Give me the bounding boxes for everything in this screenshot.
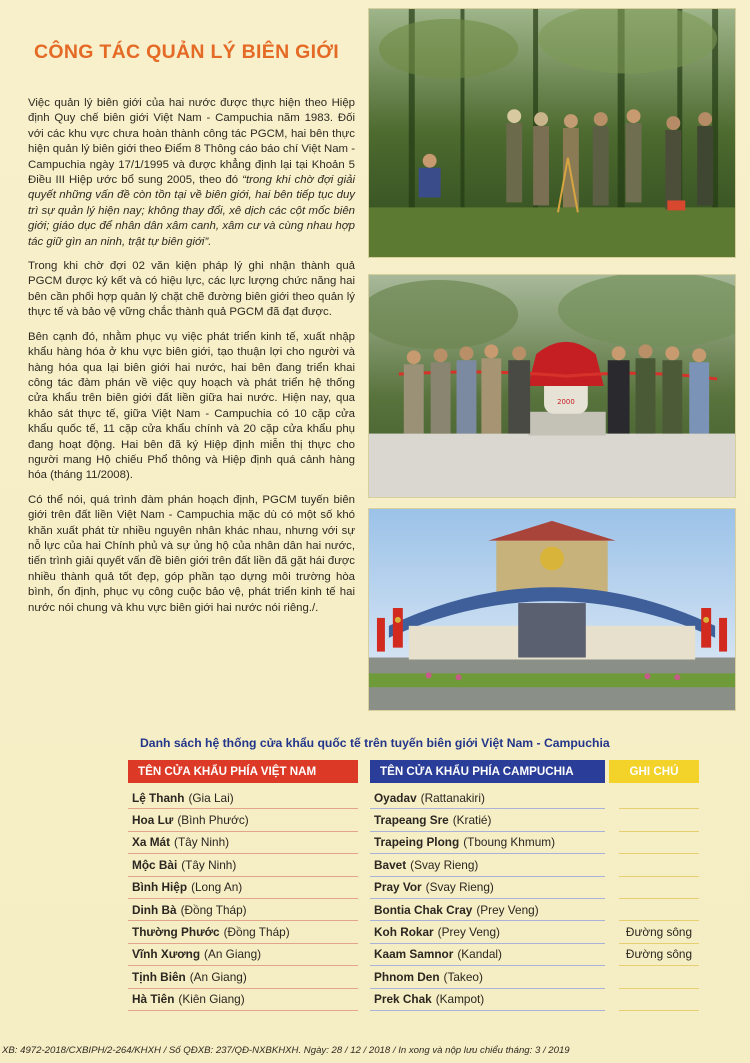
cambodia-gate-province: (Rattanakiri) [420,790,485,805]
cambodia-gate-cell [370,809,605,831]
vietnam-gate-cell [128,921,358,943]
paragraph-3: Bên cạnh đó, nhằm phục vụ việc phát triển kinh tế, xuất nhập khẩu hàng hóa ở khu vực biên giới, tạo thuận lợi cho người và hàng hóa qua lại biên giới hai nước, hai bên đang triển khai công tác đàm phán về việc quy hoạch và phát triển hệ thống cửa khẩu trên biên giới đất liền giữa hai nước. Hiện nay, qua khảo sát thực tế, giữa Việt Nam - Campuchia có 10 cặp cửa khẩu quốc tế, 11 cặp cửa khẩu chính và 20 cặp cửa khẩu phụ đang hoạt động. Hai bên đã ký Hiệp định miễn thị thực cho người mang Hộ chiếu Phổ thông và Hiệp định quá cảnh hàng hóa (tháng 11/2008). [28,330,355,482]
vietnam-gate-province: (Long An) [191,880,243,895]
cambodia-gate-province: (Kratié) [452,813,492,828]
note-cell [619,832,699,854]
cambodia-gate-cell [370,899,605,921]
vietnam-gate-province: (Đồng Tháp) [180,902,247,917]
cambodia-gate-province: (Prey Veng) [437,925,500,940]
table-row [128,832,706,854]
cambodia-gate-province: (Svay Rieng) [410,857,479,872]
cambodia-gate-name: Trapeang Sre [374,813,449,828]
vietnam-gate-cell [128,877,358,899]
vietnam-gate-province: (Đồng Tháp) [223,925,290,940]
cambodia-gate-name: Kaam Samnor [374,947,454,962]
article-body [28,96,355,625]
cambodia-gate-province: (Kandal) [457,947,502,962]
note-cell [619,877,699,899]
paragraph-4: Có thể nói, quá trình đàm phán hoạch định, PGCM tuyến biên giới trên đất liền Việt Nam - Campuchia mặc dù có một số khó khăn xuất phát từ nhiều nguyên nhân khác nhau, nhưng với sự nỗ lực của hai Chính phủ và sự ủng hộ của nhân dân hai nước, tiến trình giải quyết vấn đề biên giới trên đất liền đã gặt hái được nhiều thành quả tốt đẹp, góp phần tạo dựng môi trường hòa bình, ổn định, phục vụ công cuộc bảo vệ, phát triển kinh tế hai nước nói chung và khu vực biên giới hai nước nói riêng./. [28,493,355,614]
vietnam-gate-name: Bình Hiệp [132,880,188,895]
table-header [128,760,706,783]
vietnam-gate-name: Mộc Bài [132,857,178,872]
paragraph-1-quote: “trong khi chờ đợi giải quyết những vấn đề còn tồn tại về biên giới, hai bên tiếp tục duy trì sự quản lý hiện nay; không thay đổi, xê dịch các cột mốc biên giới; giáo dục để nhân dân xâm canh, xâm cư và cùng nhau hợp tác giữ gìn an ninh, trật tự biên giới”. [28,174,356,248]
paragraph-1-text: Việc quản lý biên giới của hai nước được thực hiện theo Hiệp định Quy chế biên giới Việt Nam - Campuchia năm 1983. Đối với các khu vực chưa hoàn thành công tác PGCM, hai bên thực hiện quản lý biên giới theo Điểm 8 Thông cáo báo chí Việt Nam - Campuchia ngày 17/1/1995 và được khẳng định lại tại Khoản 5 Điều III Hiệp ước bổ sung 2005, theo đó [28,97,355,187]
vietnam-gate-province: (Bình Phước) [177,813,249,828]
photo-marker-ceremony [368,274,736,498]
table-row [128,944,706,966]
note-cell: Đường sông [619,921,699,943]
page-title: CÔNG TÁC QUẢN LÝ BIÊN GIỚI [34,41,340,63]
vietnam-gate-name: Xa Mát [132,835,171,850]
cambodia-gate-cell [370,877,605,899]
cambodia-gate-name: Pray Vor [374,880,422,895]
table-row [128,989,706,1011]
marker-number: 2000 [557,397,575,406]
photo-border-gate [368,508,736,711]
paragraph-1 [28,96,355,250]
cambodia-gate-province: (Prey Veng) [476,902,539,917]
vietnam-gate-cell [128,966,358,988]
note-cell [619,989,699,1011]
cambodia-gate-name: Bontia Chak Cray [374,902,473,917]
note-cell [619,854,699,876]
header-vietnam-gates: TÊN CỬA KHẨU PHÍA VIỆT NAM [128,760,358,783]
vietnam-gate-province: (An Giang) [204,947,262,962]
table-body [128,787,706,1011]
table-row [128,877,706,899]
cambodia-gate-name: Koh Rokar [374,925,434,940]
cambodia-gate-name: Prek Chak [374,992,432,1007]
cambodia-gate-province: (Kampot) [435,992,485,1007]
table-caption: Danh sách hệ thống cửa khẩu quốc tế trên tuyến biên giới Việt Nam - Campuchia [140,736,610,750]
vietnam-gate-cell [128,989,358,1011]
note-cell [619,787,699,809]
table-row [128,899,706,921]
cambodia-gate-cell [370,966,605,988]
cambodia-gate-cell [370,989,605,1011]
note-cell [619,966,699,988]
vietnam-gate-name: Lệ Thanh [132,790,185,805]
vietnam-gate-name: Thường Phước [132,925,220,940]
vietnam-gate-cell [128,944,358,966]
cambodia-gate-name: Phnom Den [374,969,440,984]
cambodia-gate-province: (Svay Rieng) [425,880,494,895]
vietnam-gate-name: Hoa Lư [132,813,174,828]
paragraph-2: Trong khi chờ đợi 02 văn kiện pháp lý ghi nhận thành quả PGCM được ký kết và có hiệu lực, các lực lượng chức năng hai bên cần phối hợp quản lý chặt chẽ đường biên giới theo quản lý thực tế và bảo vệ vững chắc thành quả PGCM đã đạt được. [28,260,355,319]
table-row [128,921,706,943]
cambodia-gate-cell [370,944,605,966]
vietnam-gate-name: Vĩnh Xương [132,947,201,962]
photo-survey-team-forest [368,8,736,258]
vietnam-gate-cell [128,809,358,831]
cambodia-gate-cell [370,921,605,943]
border-gates-table [128,760,706,1011]
vietnam-gate-province: (Tây Ninh) [181,857,237,872]
vietnam-gate-cell [128,832,358,854]
header-cambodia-gates: TÊN CỬA KHẨU PHÍA CAMPUCHIA [370,760,605,783]
cambodia-gate-province: (Takeo) [443,969,483,984]
table-row [128,854,706,876]
cambodia-gate-cell [370,832,605,854]
vietnam-gate-cell [128,854,358,876]
cambodia-gate-name: Trapeing Plong [374,835,460,850]
vietnam-gate-name: Tịnh Biên [132,969,186,984]
table-row [128,966,706,988]
cambodia-gate-name: Oyadav [374,790,417,805]
vietnam-gate-cell [128,787,358,809]
vietnam-gate-name: Dinh Bà [132,902,177,917]
table-row [128,787,706,809]
vietnam-gate-province: (Tây Ninh) [174,835,230,850]
cambodia-gate-province: (Tboung Khmum) [463,835,556,850]
vietnam-gate-province: (An Giang) [189,969,247,984]
cambodia-gate-cell [370,787,605,809]
note-cell: Đường sông [619,944,699,966]
vietnam-gate-name: Hà Tiên [132,992,175,1007]
vietnam-gate-province: (Gia Lai) [188,790,234,805]
note-cell [619,809,699,831]
cambodia-gate-name: Bavet [374,857,407,872]
cambodia-gate-cell [370,854,605,876]
publication-footer: XB: 4972-2018/CXBIPH/2-264/KHXH / Số QĐXB: 237/QĐ-NXBKHXH. Ngày: 28 / 12 / 2018 / In xong và nộp lưu chiểu tháng: 3 / 2019 [2,1045,570,1056]
vietnam-gate-province: (Kiên Giang) [178,992,245,1007]
header-notes: GHI CHÚ [609,760,699,783]
table-row [128,809,706,831]
note-cell [619,899,699,921]
vietnam-gate-cell [128,899,358,921]
